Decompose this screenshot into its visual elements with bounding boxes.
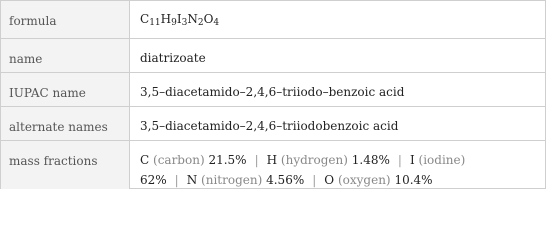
element-name: (oxygen)	[337, 173, 391, 187]
element-fraction: 4.56%	[266, 173, 305, 187]
row-alternate-names	[1, 106, 545, 141]
element-name: (carbon)	[153, 153, 205, 167]
row-value: diatrizoate	[140, 51, 206, 65]
separator: |	[174, 173, 179, 187]
label-text: mass fractions	[9, 154, 98, 168]
formula-count: 3	[181, 18, 188, 28]
element-symbol: H	[266, 153, 278, 167]
row-label	[1, 141, 130, 189]
formula-element: O	[203, 12, 214, 26]
row-iupac-name	[1, 72, 545, 107]
mass-fractions-value	[140, 141, 539, 189]
element-fraction: 21.5%	[208, 153, 247, 167]
formula-element: H	[160, 12, 172, 26]
element-symbol: N	[186, 173, 198, 187]
formula-count: 2	[197, 18, 204, 28]
element-fraction: 1.48%	[351, 153, 390, 167]
row-value: 3,5–diacetamido–2,4,6–triiodo–benzoic acid	[140, 85, 405, 99]
label-text: alternate names	[9, 120, 108, 134]
row-mass-fractions	[1, 140, 545, 189]
label-text: IUPAC name	[9, 86, 86, 100]
row-value: 3,5–diacetamido–2,4,6–triiodobenzoic acid	[140, 119, 399, 133]
element-name: (hydrogen)	[280, 153, 348, 167]
formula-element: C	[140, 12, 150, 26]
element-symbol: I	[409, 153, 415, 167]
row-label	[1, 39, 130, 73]
formula-element: N	[187, 12, 198, 26]
formula-element: I	[176, 12, 182, 26]
element-fraction: 62%	[140, 173, 167, 187]
row-formula	[1, 1, 545, 38]
separator: |	[312, 173, 317, 187]
element-symbol: O	[324, 173, 335, 187]
formula-count: 4	[213, 18, 220, 28]
element-name: (nitrogen)	[201, 173, 263, 187]
row-label	[1, 107, 130, 141]
separator: |	[397, 153, 402, 167]
formula-count: 11	[149, 18, 161, 28]
row-label	[1, 1, 130, 38]
row-label	[1, 73, 130, 107]
chemical-formula	[140, 12, 539, 26]
label-text: formula	[9, 14, 57, 28]
formula-count: 9	[171, 18, 177, 28]
separator: |	[254, 153, 259, 167]
element-name: (iodine)	[418, 153, 466, 167]
element-symbol: C	[140, 153, 150, 167]
label-text: name	[9, 52, 43, 66]
row-name	[1, 38, 545, 73]
element-fraction: 10.4%	[394, 173, 433, 187]
